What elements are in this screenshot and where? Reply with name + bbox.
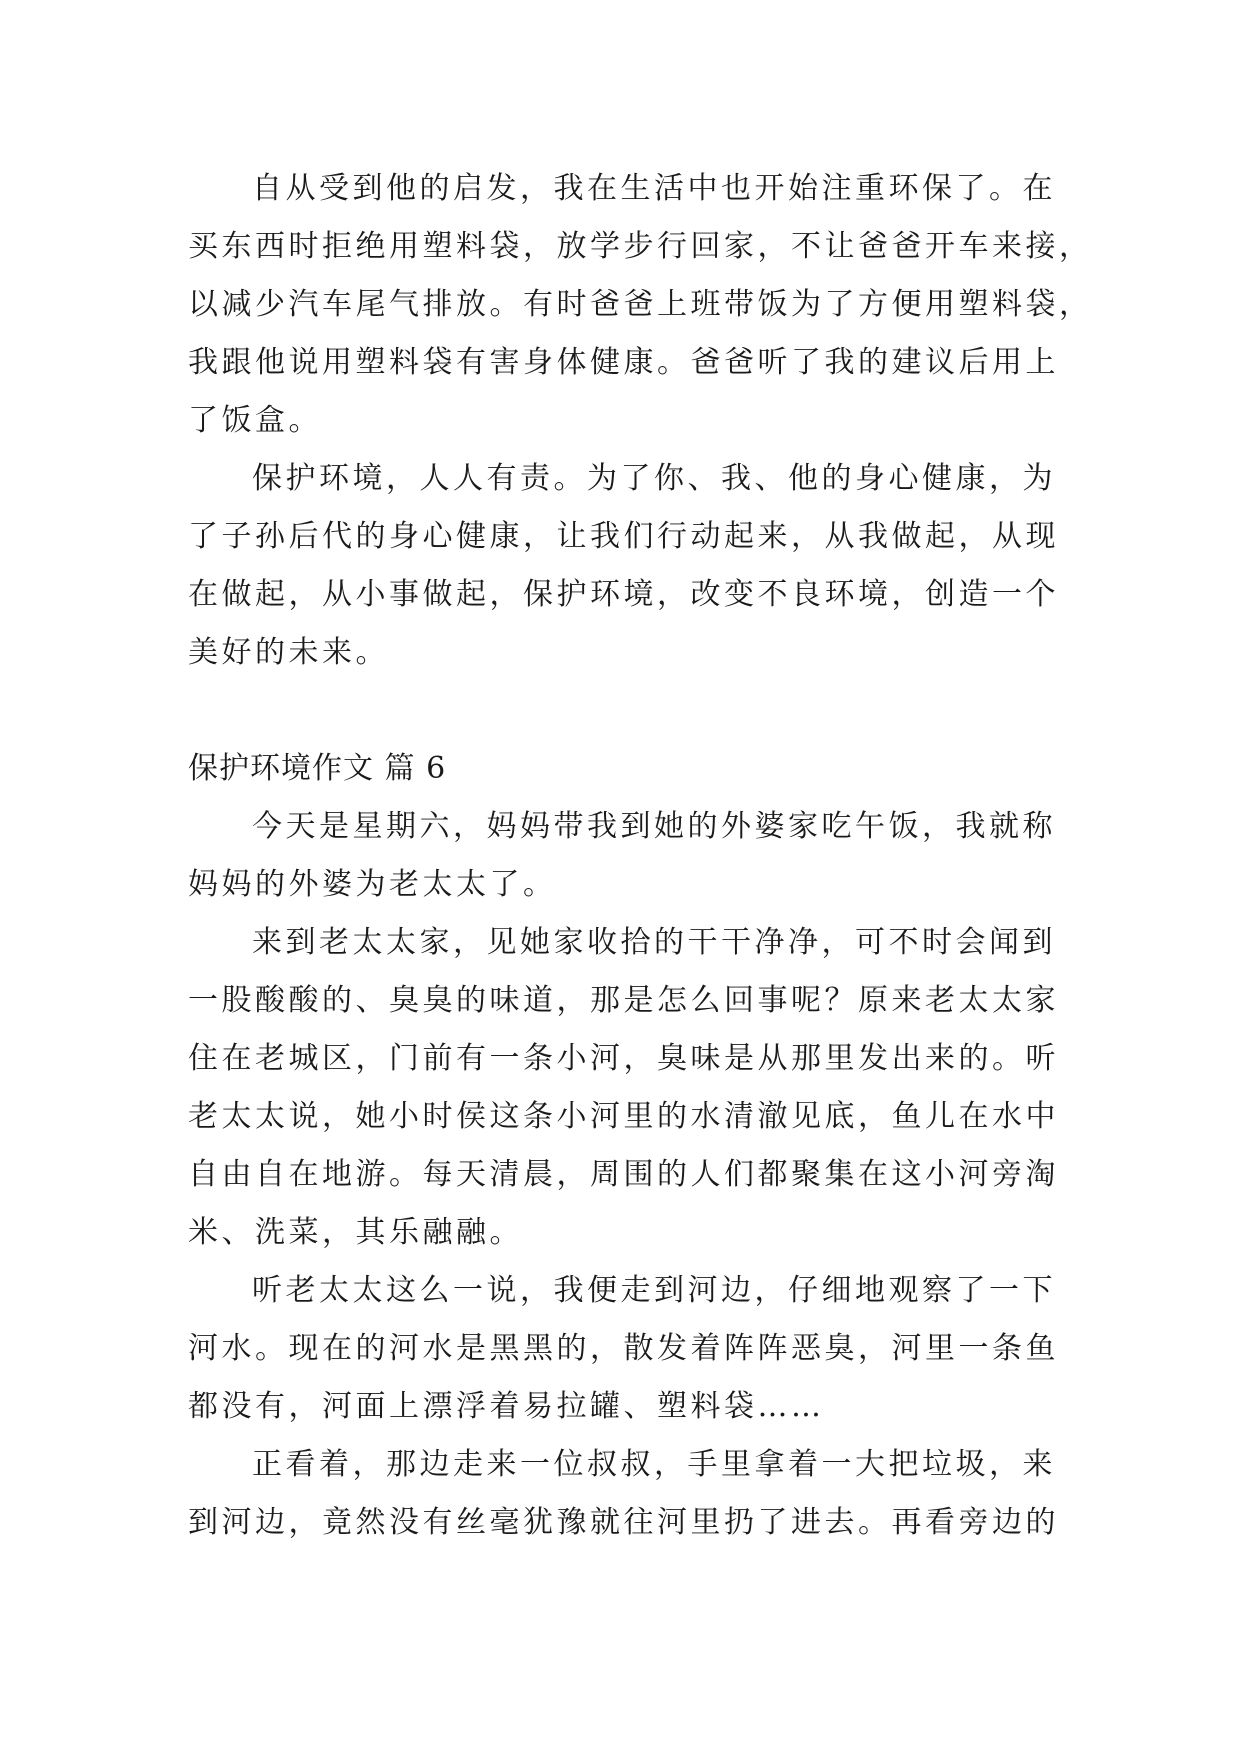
paragraph-line: 一股酸酸的、臭臭的味道，那是怎么回事呢？原来老太太家 — [188, 983, 1059, 1018]
paragraph-line: 自由自在地游。每天清晨，周围的人们都聚集在这小河旁淘 — [188, 1157, 1059, 1192]
paragraph-line: 今天是星期六，妈妈带我到她的外婆家吃午饭，我就称 — [252, 809, 1056, 844]
paragraph-line: 以减少汽车尾气排放。有时爸爸上班带饭为了方便用塑料袋， — [188, 287, 1093, 322]
paragraph-line: 都没有，河面上漂浮着易拉罐、塑料袋…… — [188, 1389, 825, 1424]
paragraph-line: 保护环境，人人有责。为了你、我、他的身心健康，为 — [252, 461, 1056, 496]
paragraph-line: 老太太说，她小时侯这条小河里的水清澈见底，鱼儿在水中 — [188, 1099, 1059, 1134]
section-title: 保护环境作文 篇 6 — [188, 751, 447, 786]
paragraph-line: 美好的未来。 — [188, 635, 389, 670]
blank-line — [188, 682, 1088, 740]
paragraph-line: 来到老太太家，见她家收拾的干干净净，可不时会闻到 — [252, 925, 1056, 960]
paragraph-line: 了饭盒。 — [188, 403, 322, 438]
document-body — [188, 160, 1093, 1552]
paragraph-line: 在做起，从小事做起，保护环境，改变不良环境，创造一个 — [188, 577, 1059, 612]
paragraph-line: 住在老城区，门前有一条小河，臭味是从那里发出来的。听 — [188, 1041, 1059, 1076]
paragraph-line: 听老太太这么一说，我便走到河边，仔细地观察了一下 — [252, 1273, 1056, 1308]
paragraph-line: 正看着，那边走来一位叔叔，手里拿着一大把垃圾，来 — [252, 1447, 1056, 1482]
paragraph-line: 到河边，竟然没有丝毫犹豫就往河里扔了进去。再看旁边的 — [188, 1505, 1059, 1540]
paragraph-line: 妈妈的外婆为老太太了。 — [188, 867, 557, 902]
paragraph-line: 河水。现在的河水是黑黑的，散发着阵阵恶臭，河里一条鱼 — [188, 1331, 1059, 1366]
paragraph-line: 自从受到他的启发，我在生活中也开始注重环保了。在 — [252, 171, 1056, 206]
paragraph-line: 买东西时拒绝用塑料袋，放学步行回家，不让爸爸开车来接， — [188, 229, 1093, 264]
paragraph-line: 米、洗菜，其乐融融。 — [188, 1215, 523, 1250]
paragraph-line: 我跟他说用塑料袋有害身体健康。爸爸听了我的建议后用上 — [188, 345, 1059, 380]
paragraph-line: 了子孙后代的身心健康，让我们行动起来，从我做起，从现 — [188, 519, 1059, 554]
